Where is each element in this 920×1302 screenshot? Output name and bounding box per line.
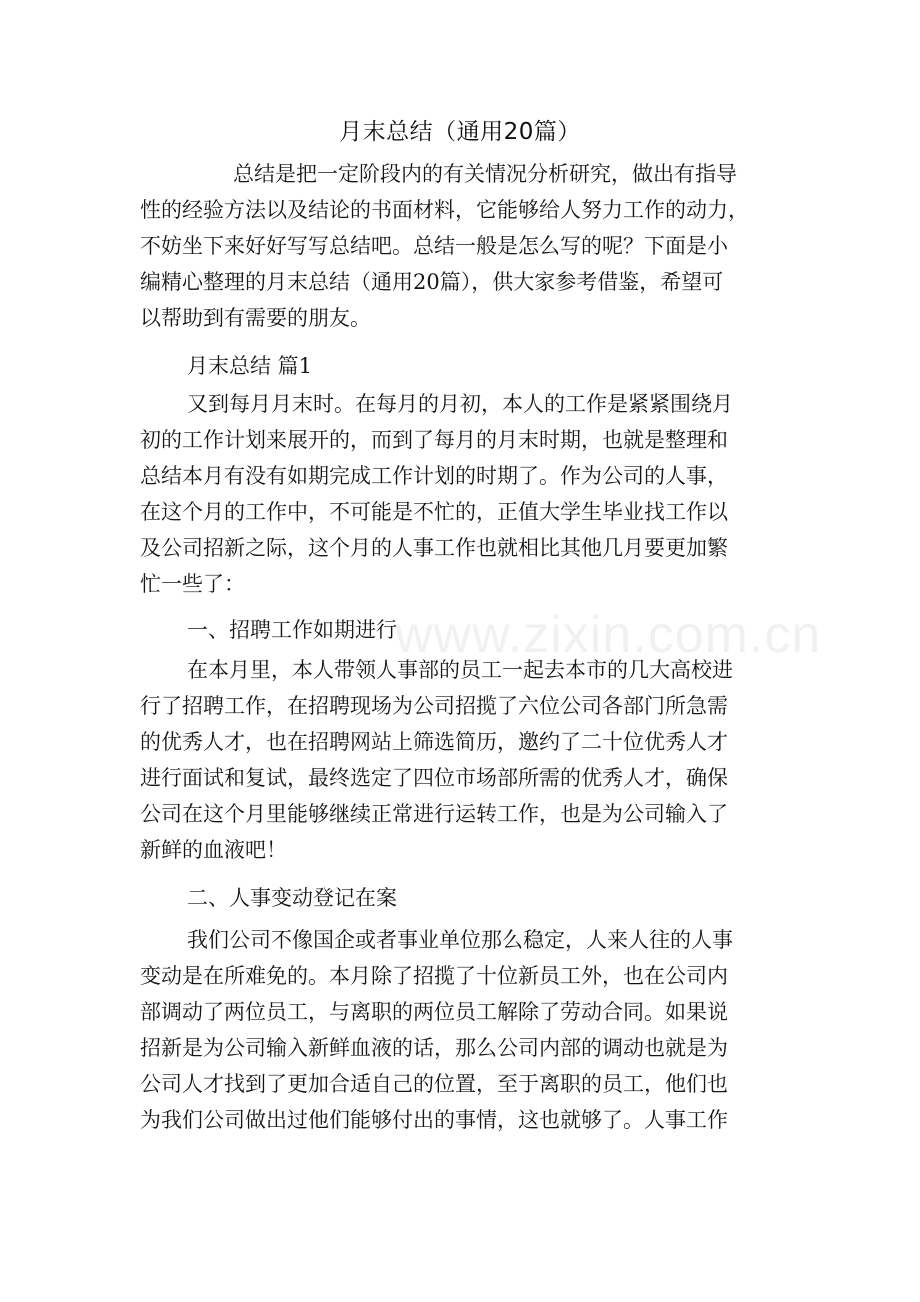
paragraph-line: 在这个月的工作中，不可能是不忙的，正值大学生毕业找工作以 <box>140 500 728 524</box>
paragraph-line: 变动是在所难免的。本月除了招揽了十位新员工外，也在公司内 <box>140 964 728 988</box>
paragraph-line: 新鲜的血液吧！ <box>140 838 287 862</box>
paragraph-line: 的优秀人才，也在招聘网站上筛选简历，邀约了二十位优秀人才 <box>140 730 728 754</box>
paragraph-line: 以帮助到有需要的朋友。 <box>140 306 371 330</box>
paragraph-line: 不妨坐下来好好写写总结吧。总结一般是怎么写的呢？下面是小 <box>140 234 728 258</box>
paragraph-line: 编精心整理的月末总结（通用20篇），供大家参考借鉴，希望可 <box>140 270 724 294</box>
paragraph-line: 我们公司不像国企或者事业单位那么稳定，人来人往的人事 <box>187 928 733 952</box>
paragraph-line: 总结本月有没有如期完成工作计划的时期了。作为公司的人事， <box>140 464 728 488</box>
paragraph-line: 及公司招新之际，这个月的人事工作也就相比其他几月要更加繁 <box>140 536 728 560</box>
paragraph-line: 行了招聘工作，在招聘现场为公司招揽了六位公司各部门所急需 <box>140 694 728 718</box>
watermark: www.zixin.com.cn <box>395 606 822 664</box>
paragraph-line: 招新是为公司输入新鲜血液的话，那么公司内部的调动也就是为 <box>140 1036 728 1060</box>
paragraph-line: 又到每月月末时。在每月的月初，本人的工作是紧紧围绕月 <box>187 392 733 416</box>
paragraph-line: 公司人才找到了更加合适自己的位置，至于离职的员工，他们也 <box>140 1072 728 1096</box>
section-heading: 二、人事变动登记在案 <box>187 886 397 910</box>
paragraph-line: 公司在这个月里能够继续正常进行运转工作，也是为公司输入了 <box>140 802 728 826</box>
paragraph-line: 进行面试和复试，最终选定了四位市场部所需的优秀人才，确保 <box>140 766 728 790</box>
document-title: 月末总结（通用20篇） <box>339 119 581 145</box>
section-heading: 一、招聘工作如期进行 <box>187 618 397 642</box>
paragraph-line: 为我们公司做出过他们能够付出的事情，这也就够了。人事工作 <box>140 1108 728 1132</box>
section-heading: 月末总结 篇1 <box>187 354 313 378</box>
paragraph-line: 总结是把一定阶段内的有关情况分析研究，做出有指导 <box>233 162 737 186</box>
paragraph-line: 忙一些了： <box>140 572 245 596</box>
paragraph-line: 性的经验方法以及结论的书面材料，它能够给人努力工作的动力， <box>140 198 749 222</box>
paragraph-line: 部调动了两位员工，与离职的两位员工解除了劳动合同。如果说 <box>140 1000 728 1024</box>
paragraph-line: 在本月里，本人带领人事部的员工一起去本市的几大高校进 <box>187 658 733 682</box>
paragraph-line: 初的工作计划来展开的，而到了每月的月末时期，也就是整理和 <box>140 428 728 452</box>
